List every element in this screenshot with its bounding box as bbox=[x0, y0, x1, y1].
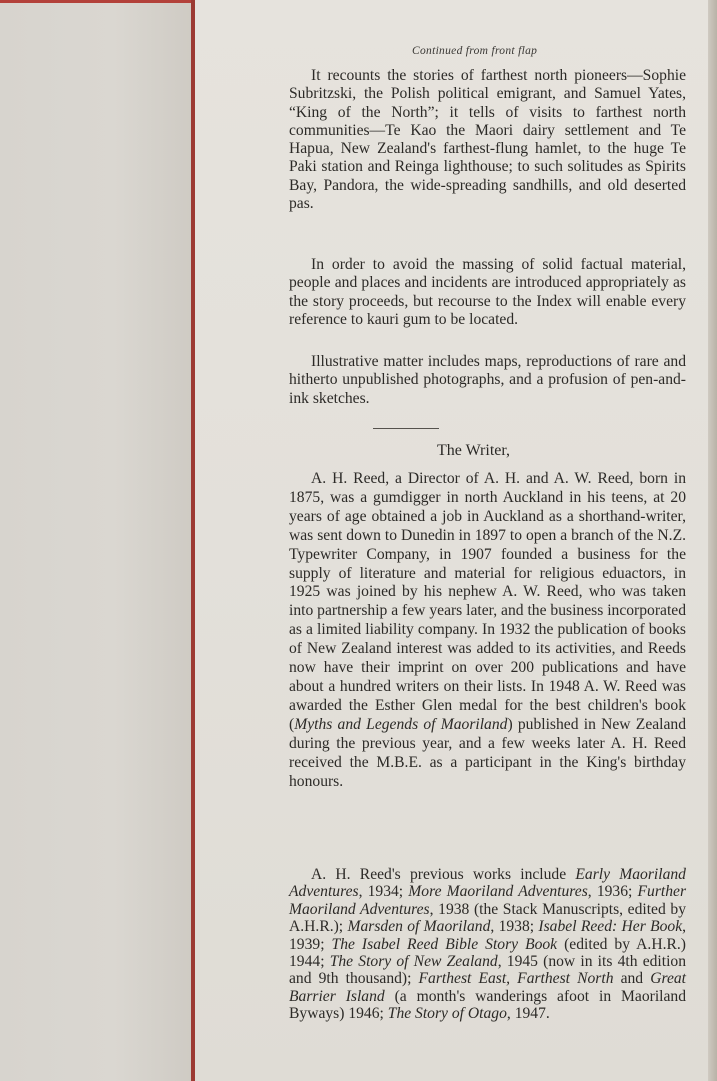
continued-note: Continued from front flap bbox=[412, 45, 538, 57]
paragraph-pioneers: It recounts the stories of farthest north pioneers—Sophie Subritzski, the Polish political emigrant, and Samuel Yates, “King of the North”; it tells of visits to farthest north communities—Te Kao the Maori dairy settlement and Te Hapua, New Zealand's farthest-flung hamlet, to the huge Te Paki station and Reinga lighthouse; to such solitudes as Spirits Bay, Pandora, the wide-spreading sandhills, and old deserted pas. bbox=[289, 67, 686, 213]
page-edge bbox=[708, 0, 717, 1081]
left-board bbox=[0, 0, 191, 1081]
paragraph-previous-works: A. H. Reed's previous works include Early Maoriland Adventures, 1934; More Maoriland Adventures, 1936; Further Maoriland Adventures, 1938 (the Stack Manuscripts, edited by A.H.R.); Marsden of Maoriland, 1938; Isabel Reed: Her Book, 1939; The Isabel Reed Bible Story Book (edited by A.H.R.) 1944; The Story of New Zealand, 1945 (now in its 4th edition and 9th thousand); Farthest East, Farthest North and Great Barrier Island (a month's wanderings afoot in Maoriland Byways) 1946; The Story of Otago, 1947. bbox=[289, 866, 687, 1023]
section-divider bbox=[373, 428, 439, 429]
paragraph-material: In order to avoid the massing of solid factual material, people and places and incidents are introduced appropriately as the story proceeds, but recourse to the Index will enable every reference to kauri gum to be located. bbox=[289, 256, 686, 328]
cloth-edge bbox=[0, 0, 191, 3]
writer-heading: The Writer, bbox=[437, 442, 511, 459]
paragraph-writer-bio: A. H. Reed, a Director of A. H. and A. W. Reed, born in 1875, was a gumdigger in north Auckland in his teens, at 20 years of age obtained a job in Auckland as a shorthand-writer, was sent down to Dunedin in 1897 to open a branch of the N.Z. Typewriter Company, in 1907 founded a business for the supply of literature and material for religious eduactors, in 1925 was joined by his nephew A. W. Reed, who was taken into partnership a few years later, and the business incorporated as a limited liability company. In 1932 the publication of books of New Zealand interest was added to its activities, and Reeds now have their imprint on over 200 publications and have about a hundred writers on their lists. In 1948 A. W. Reed was awarded the Esther Glen medal for the best children's book (Myths and Legends of Maoriland) published in New Zealand during the previous year, and a few weeks later A. H. Reed received the M.B.E. as a participant in the King's birthday honours. bbox=[289, 470, 687, 790]
paragraph-illustrations: Illustrative matter includes maps, reproductions of rare and hitherto unpublished photographs, and a profusion of pen-and-ink sketches. bbox=[289, 353, 686, 407]
